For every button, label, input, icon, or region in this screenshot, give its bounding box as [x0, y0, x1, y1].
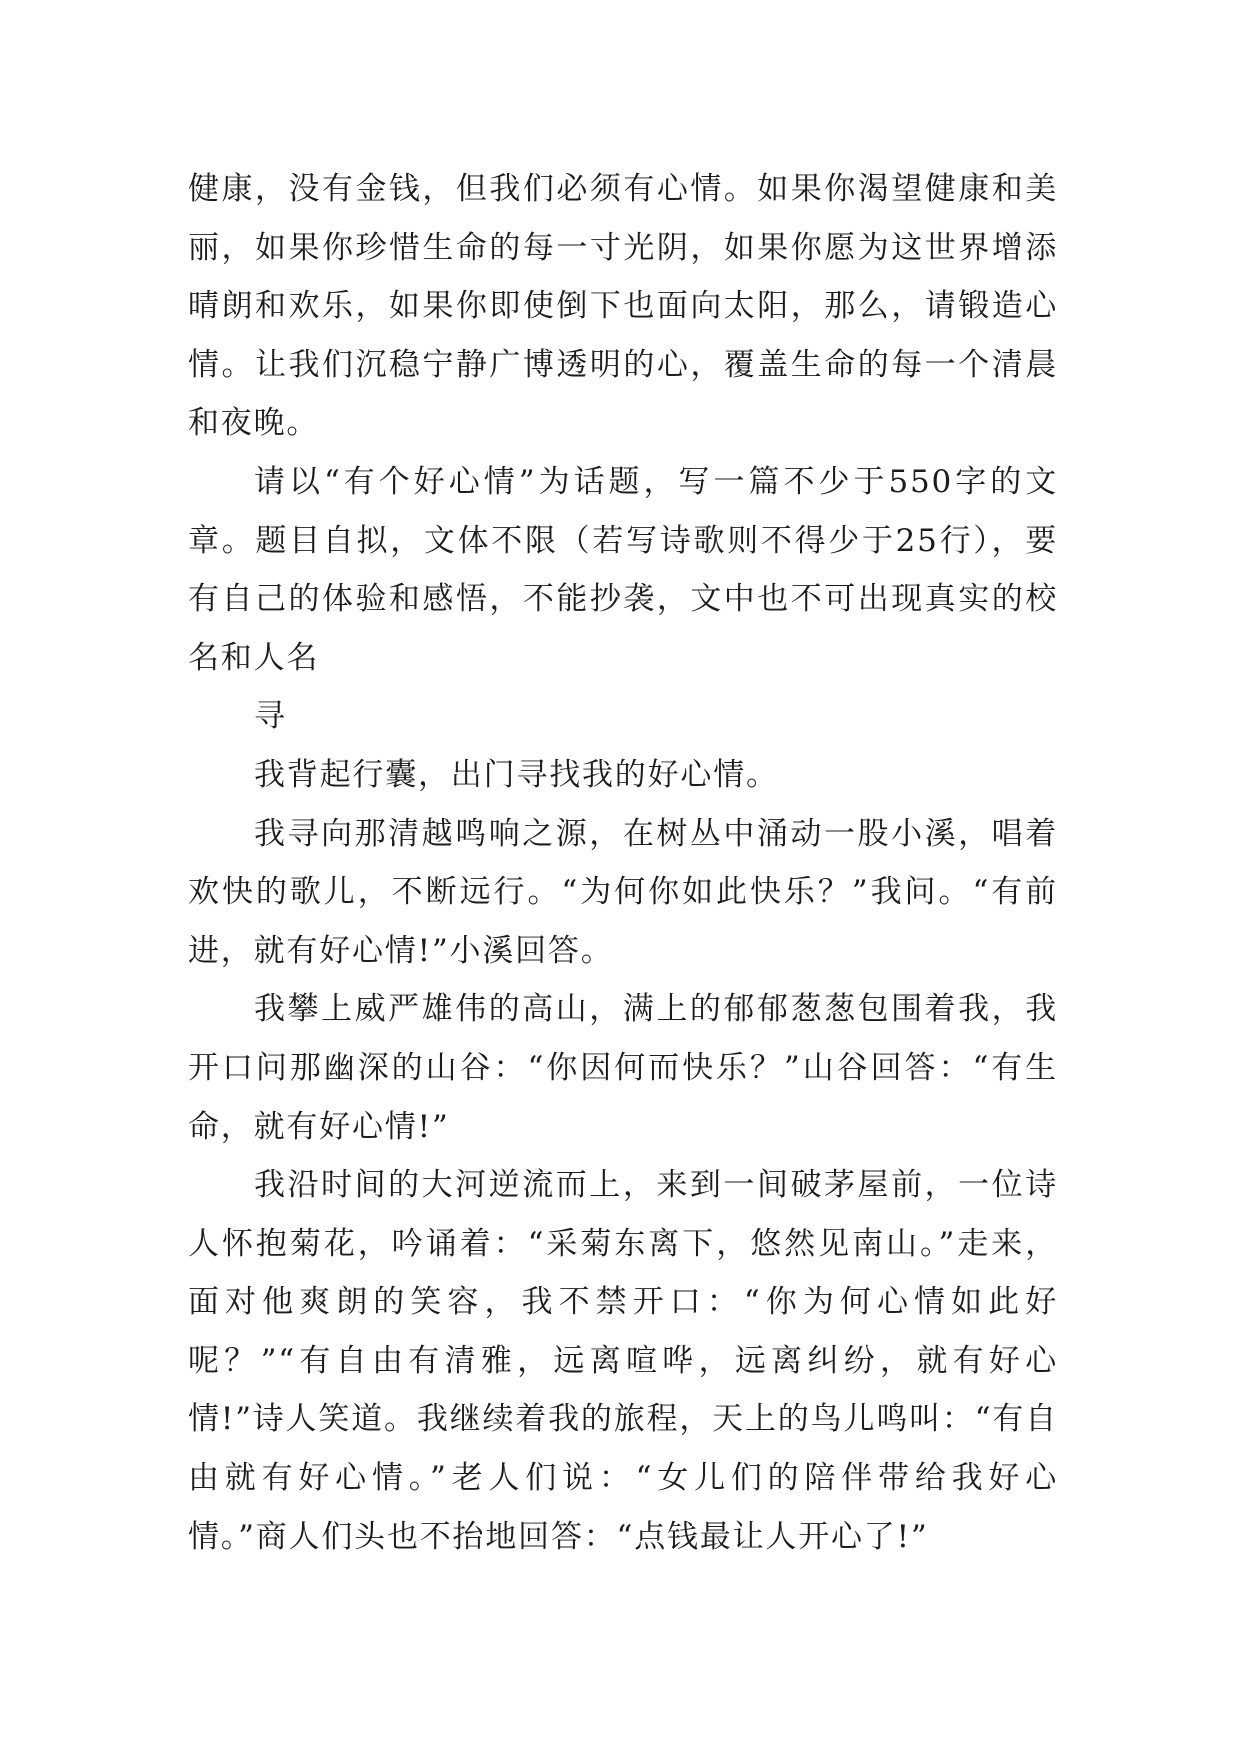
- paragraph-intro-continuation: 健康，没有金钱，但我们必须有心情。如果你渴望健康和美丽，如果你珍惜生命的每一寸光阴，如果你愿为这世界增添晴朗和欢乐，如果你即使倒下也面向太阳，那么，请锻造心情。让我们沉稳宁静广博透明的心，覆盖生命的每一个清晨和夜晚。: [188, 171, 1058, 442]
- paragraph-essay-1: 我背起行囊，出门寻找我的好心情。: [254, 756, 779, 793]
- paragraph-writing-prompt: 请以“有个好心情”为话题，写一篇不少于550字的文章。题目自拟，文体不限（若写诗歌则不得少于25行），要有自己的体验和感悟，不能抄袭，文中也不可出现真实的校名和人名: [188, 463, 1058, 676]
- paragraph-essay-3: 我攀上威严雄伟的高山，满上的郁郁葱葱包围着我，我开口问那幽深的山谷：“你因何而快乐？”山谷回答：“有生命，就有好心情!”: [188, 991, 1058, 1145]
- essay-title: 寻: [254, 698, 287, 735]
- paragraph-essay-4: 我沿时间的大河逆流而上，来到一间破茅屋前，一位诗人怀抱菊花，吟诵着：“采菊东离下，悠然见南山。”走来，面对他爽朗的笑容，我不禁开口：“你为何心情如此好呢？”“有自由有清雅，远离喧哗，远离纠纷，就有好心情!”诗人笑道。我继续着我的旅程，天上的鸟儿鸣叫：“有自由就有好心情。”老人们说：“女儿们的陪伴带给我好心情。”商人们头也不抬地回答：“点钱最让人开心了!”: [188, 1167, 1058, 1555]
- paragraph-essay-2: 我寻向那清越鸣响之源，在树丛中涌动一股小溪，唱着欢快的歌儿，不断远行。“为何你如此快乐？”我问。“有前进，就有好心情!”小溪回答。: [188, 815, 1058, 969]
- essay-body: [188, 160, 1058, 1566]
